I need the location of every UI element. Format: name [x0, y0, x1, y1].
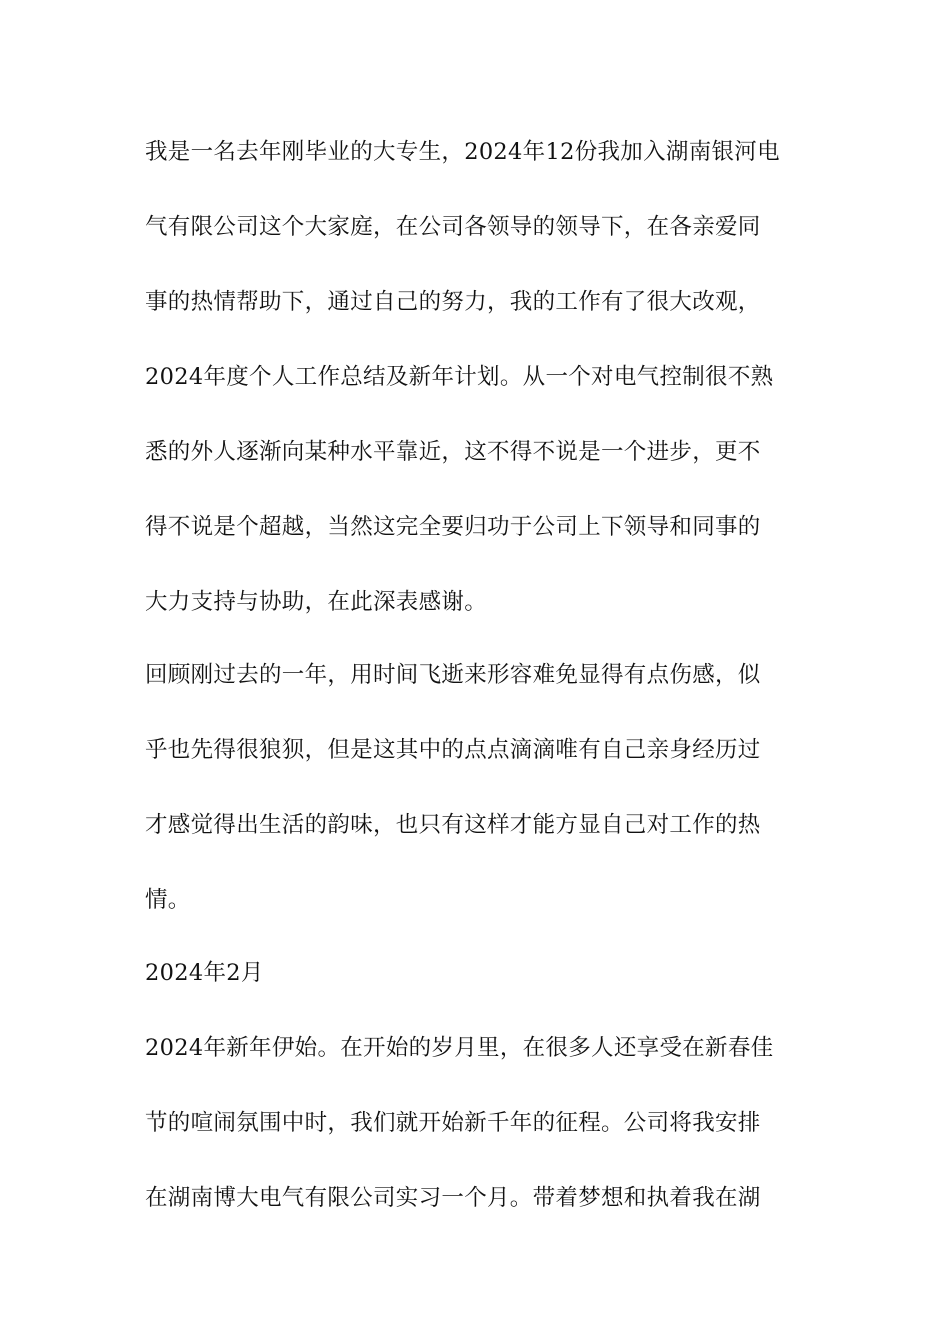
paragraph-line: 事的热情帮助下，通过自己的努力，我的工作有了很大改观， — [145, 289, 761, 315]
paragraph-line: 我是一名去年刚毕业的大专生，2024年12份我加入湖南银河电 — [145, 139, 780, 165]
paragraph-line: 2024年新年伊始。在开始的岁月里，在很多人还享受在新春佳 — [145, 1035, 774, 1061]
paragraph-line: 情。 — [145, 887, 191, 913]
paragraph-line: 节的喧闹氛围中时，我们就开始新千年的征程。公司将我安排 — [145, 1110, 761, 1136]
paragraph-line: 回顾刚过去的一年，用时间飞逝来形容难免显得有点伤感，似 — [145, 662, 761, 688]
paragraph-line: 才感觉得出生活的韵味，也只有这样才能方显自己对工作的热 — [145, 812, 761, 838]
paragraph-line: 在湖南博大电气有限公司实习一个月。带着梦想和执着我在湖 — [145, 1185, 761, 1211]
paragraph-line: 乎也先得很狼狈，但是这其中的点点滴滴唯有自己亲身经历过 — [145, 737, 761, 763]
paragraph-line: 悉的外人逐渐向某种水平靠近，这不得不说是一个进步，更不 — [145, 439, 761, 465]
paragraph-line: 大力支持与协助，在此深表感谢。 — [145, 589, 488, 615]
date-heading: 2024年2月 — [145, 960, 264, 986]
paragraph-line: 气有限公司这个大家庭，在公司各领导的领导下，在各亲爱同 — [145, 214, 761, 240]
paragraph-line: 得不说是个超越，当然这完全要归功于公司上下领导和同事的 — [145, 514, 761, 540]
paragraph-line: 2024年度个人工作总结及新年计划。从一个对电气控制很不熟 — [145, 364, 774, 390]
